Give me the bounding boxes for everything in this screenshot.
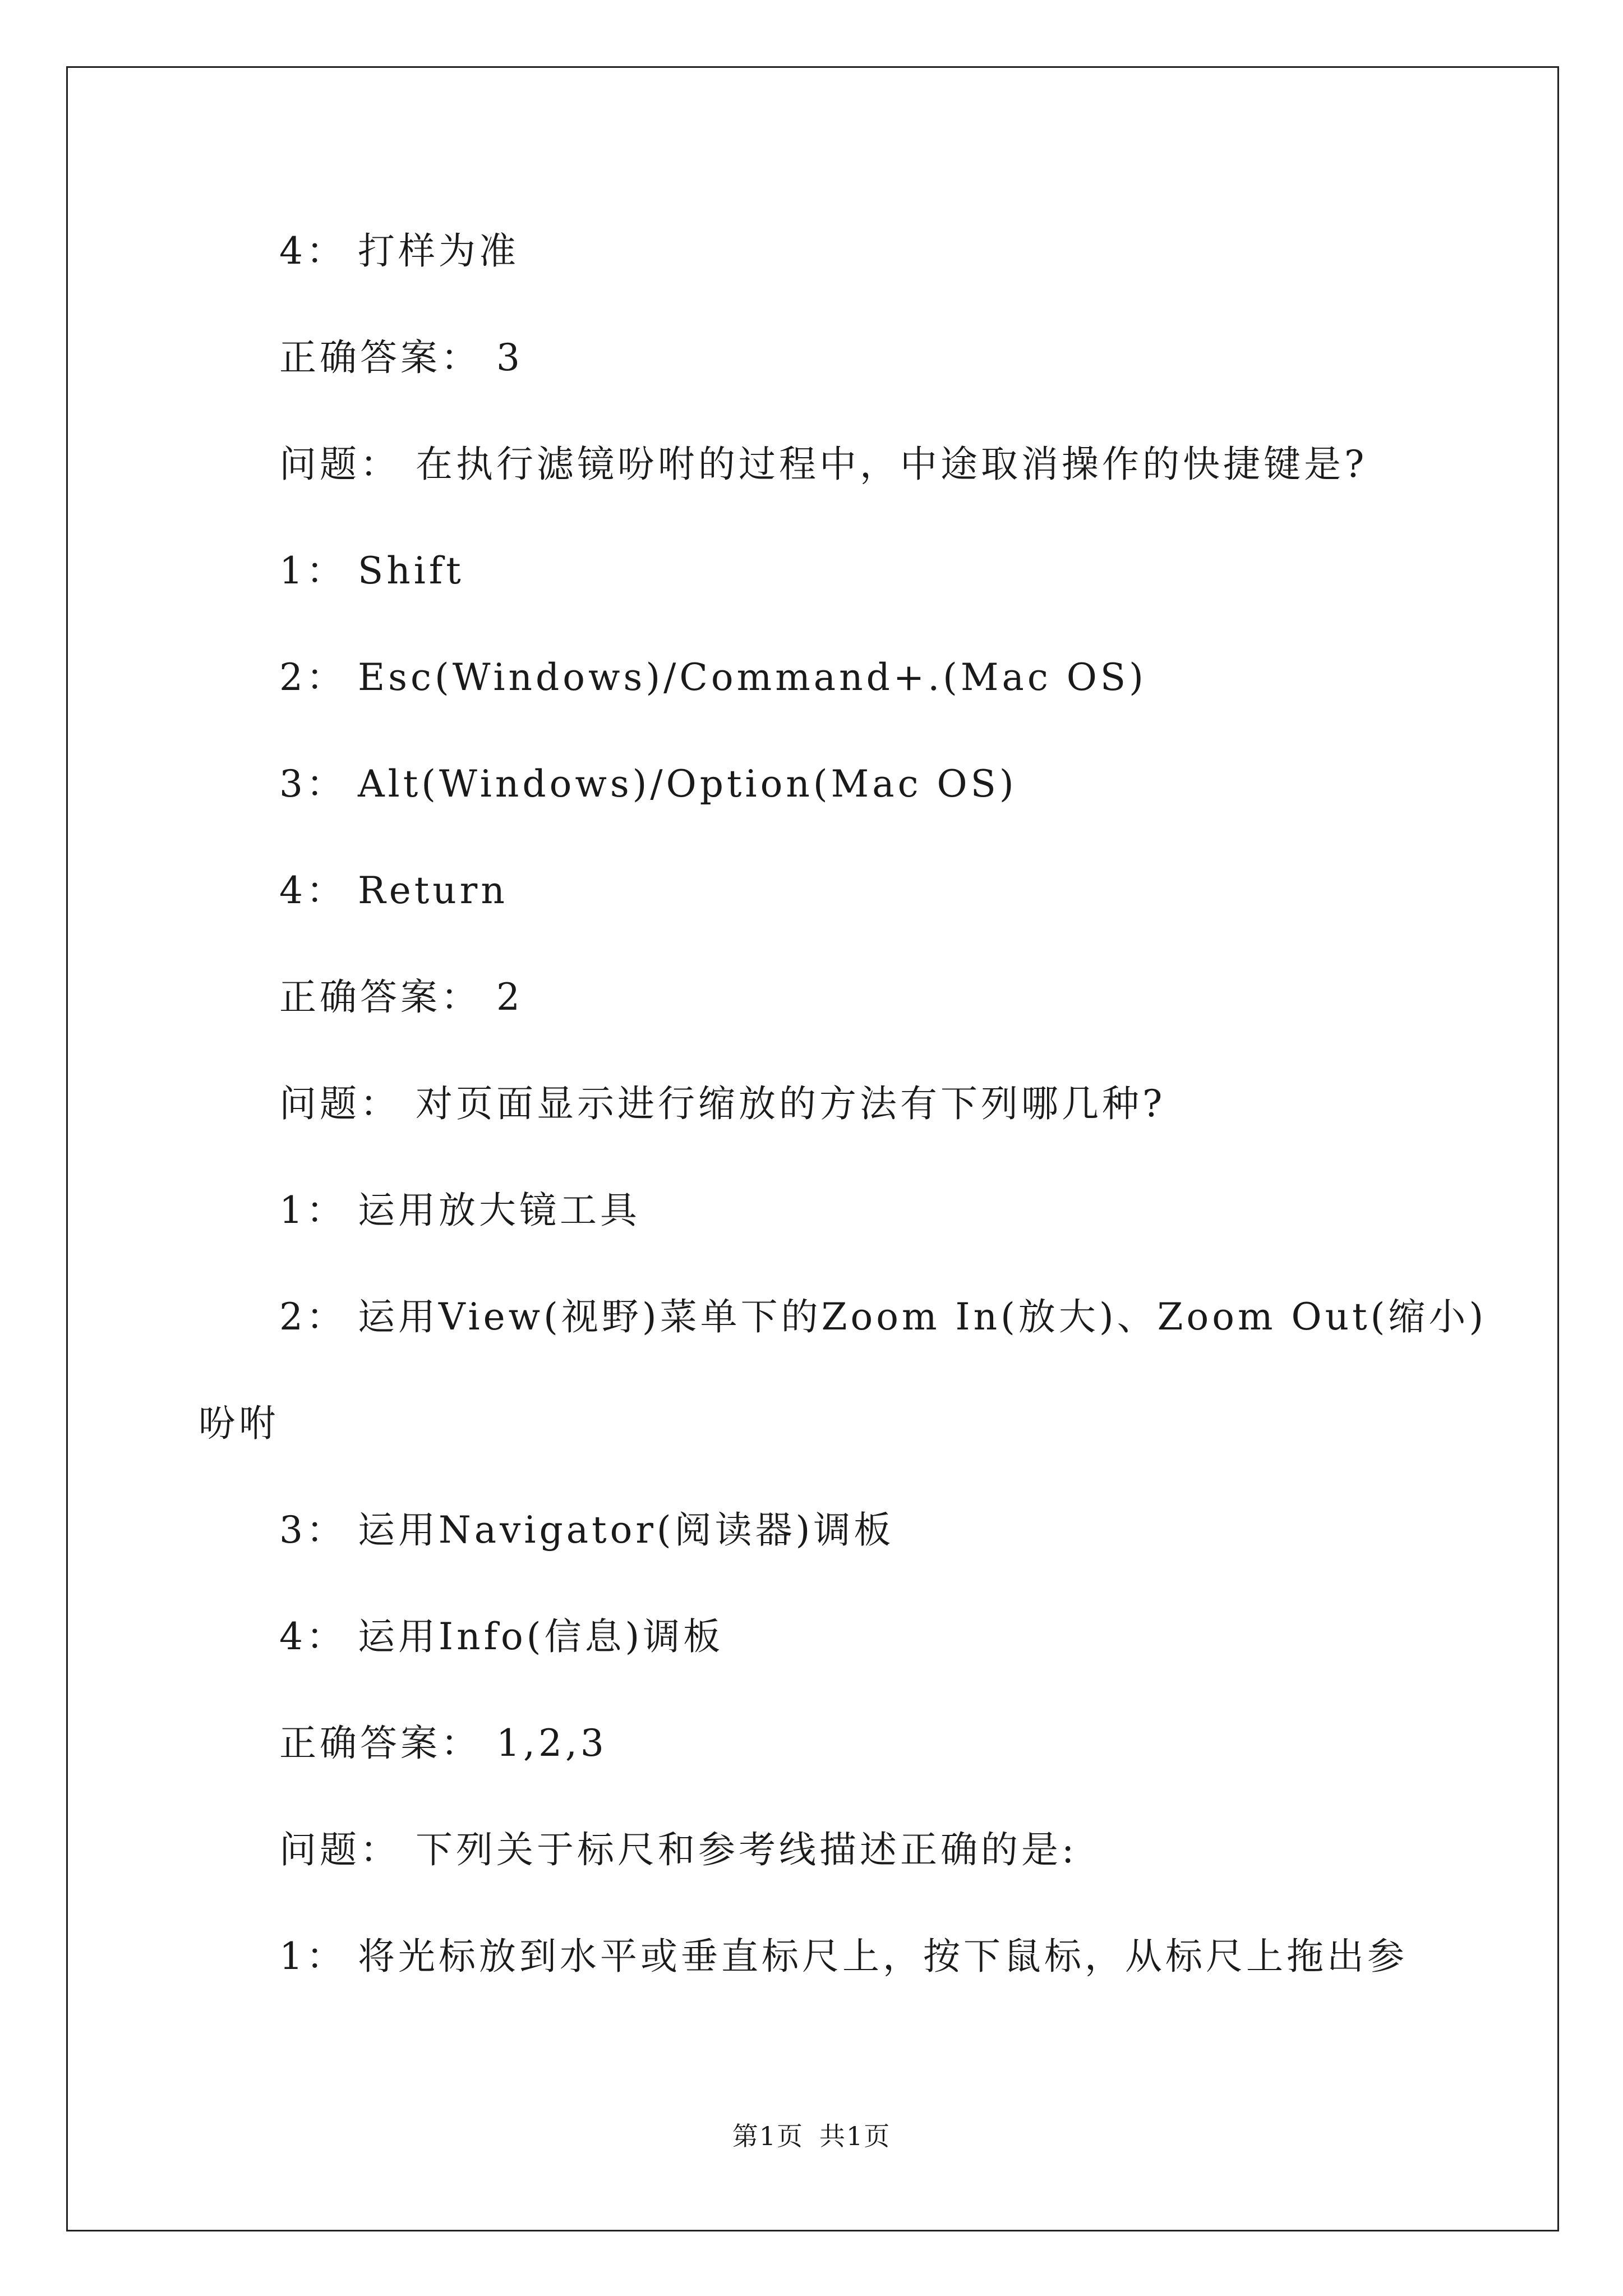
option-text: 将光标放到水平或垂直标尺上，按下鼠标，从标尺上拖出参 — [358, 1935, 1408, 1978]
option-line — [279, 1614, 723, 1659]
option-line — [279, 868, 508, 913]
option-line — [279, 1295, 1487, 1340]
option-text: 运用Navigator(阅读器)调板 — [358, 1508, 895, 1552]
option-text: 运用View(视野)菜单下的Zoom In(放大)、Zoom Out(缩小) — [358, 1295, 1487, 1338]
option-line — [279, 762, 1017, 807]
option-number: 4： — [279, 1615, 347, 1658]
option-text: Return — [358, 869, 508, 912]
option-number: 1： — [279, 1935, 347, 1978]
option-line — [279, 1934, 1408, 1979]
page-border — [66, 66, 1559, 2231]
question-line: 问题： 在执行滤镜吩咐的过程中，中途取消操作的快捷键是? — [279, 443, 1368, 486]
option-number: 3： — [279, 762, 347, 806]
answer-line: 正确答案： 3 — [279, 336, 523, 379]
answer-line: 正确答案： 1,2,3 — [279, 1722, 607, 1765]
continuation-line: 吩咐 — [199, 1402, 279, 1445]
question-line: 问题： 对页面显示进行缩放的方法有下列哪几种? — [279, 1082, 1166, 1125]
option-number: 2： — [279, 656, 347, 699]
option-line — [279, 549, 464, 593]
option-number: 1： — [279, 1189, 347, 1232]
page-total: 共1页 — [819, 2121, 891, 2151]
option-line — [279, 229, 519, 274]
option-line — [279, 1508, 894, 1553]
option-text: 运用Info(信息)调板 — [358, 1615, 724, 1658]
option-number: 4： — [279, 869, 347, 912]
option-text: Shift — [358, 549, 464, 592]
option-number: 4： — [279, 229, 347, 273]
option-number: 2： — [279, 1295, 347, 1338]
answer-line: 正确答案： 2 — [279, 976, 523, 1019]
option-line — [279, 1188, 640, 1233]
option-line — [279, 655, 1147, 700]
option-number: 1： — [279, 549, 347, 592]
option-text: 打样为准 — [358, 229, 519, 273]
page-footer — [0, 2119, 1623, 2153]
option-text: Alt(Windows)/Option(Mac OS) — [358, 762, 1017, 806]
option-number: 3： — [279, 1508, 347, 1552]
option-text: 运用放大镜工具 — [358, 1189, 640, 1232]
question-line: 问题： 下列关于标尺和参考线描述正确的是: — [279, 1828, 1078, 1871]
page-number: 第1页 — [732, 2121, 804, 2151]
option-text: Esc(Windows)/Command+.(Mac OS) — [358, 656, 1147, 699]
